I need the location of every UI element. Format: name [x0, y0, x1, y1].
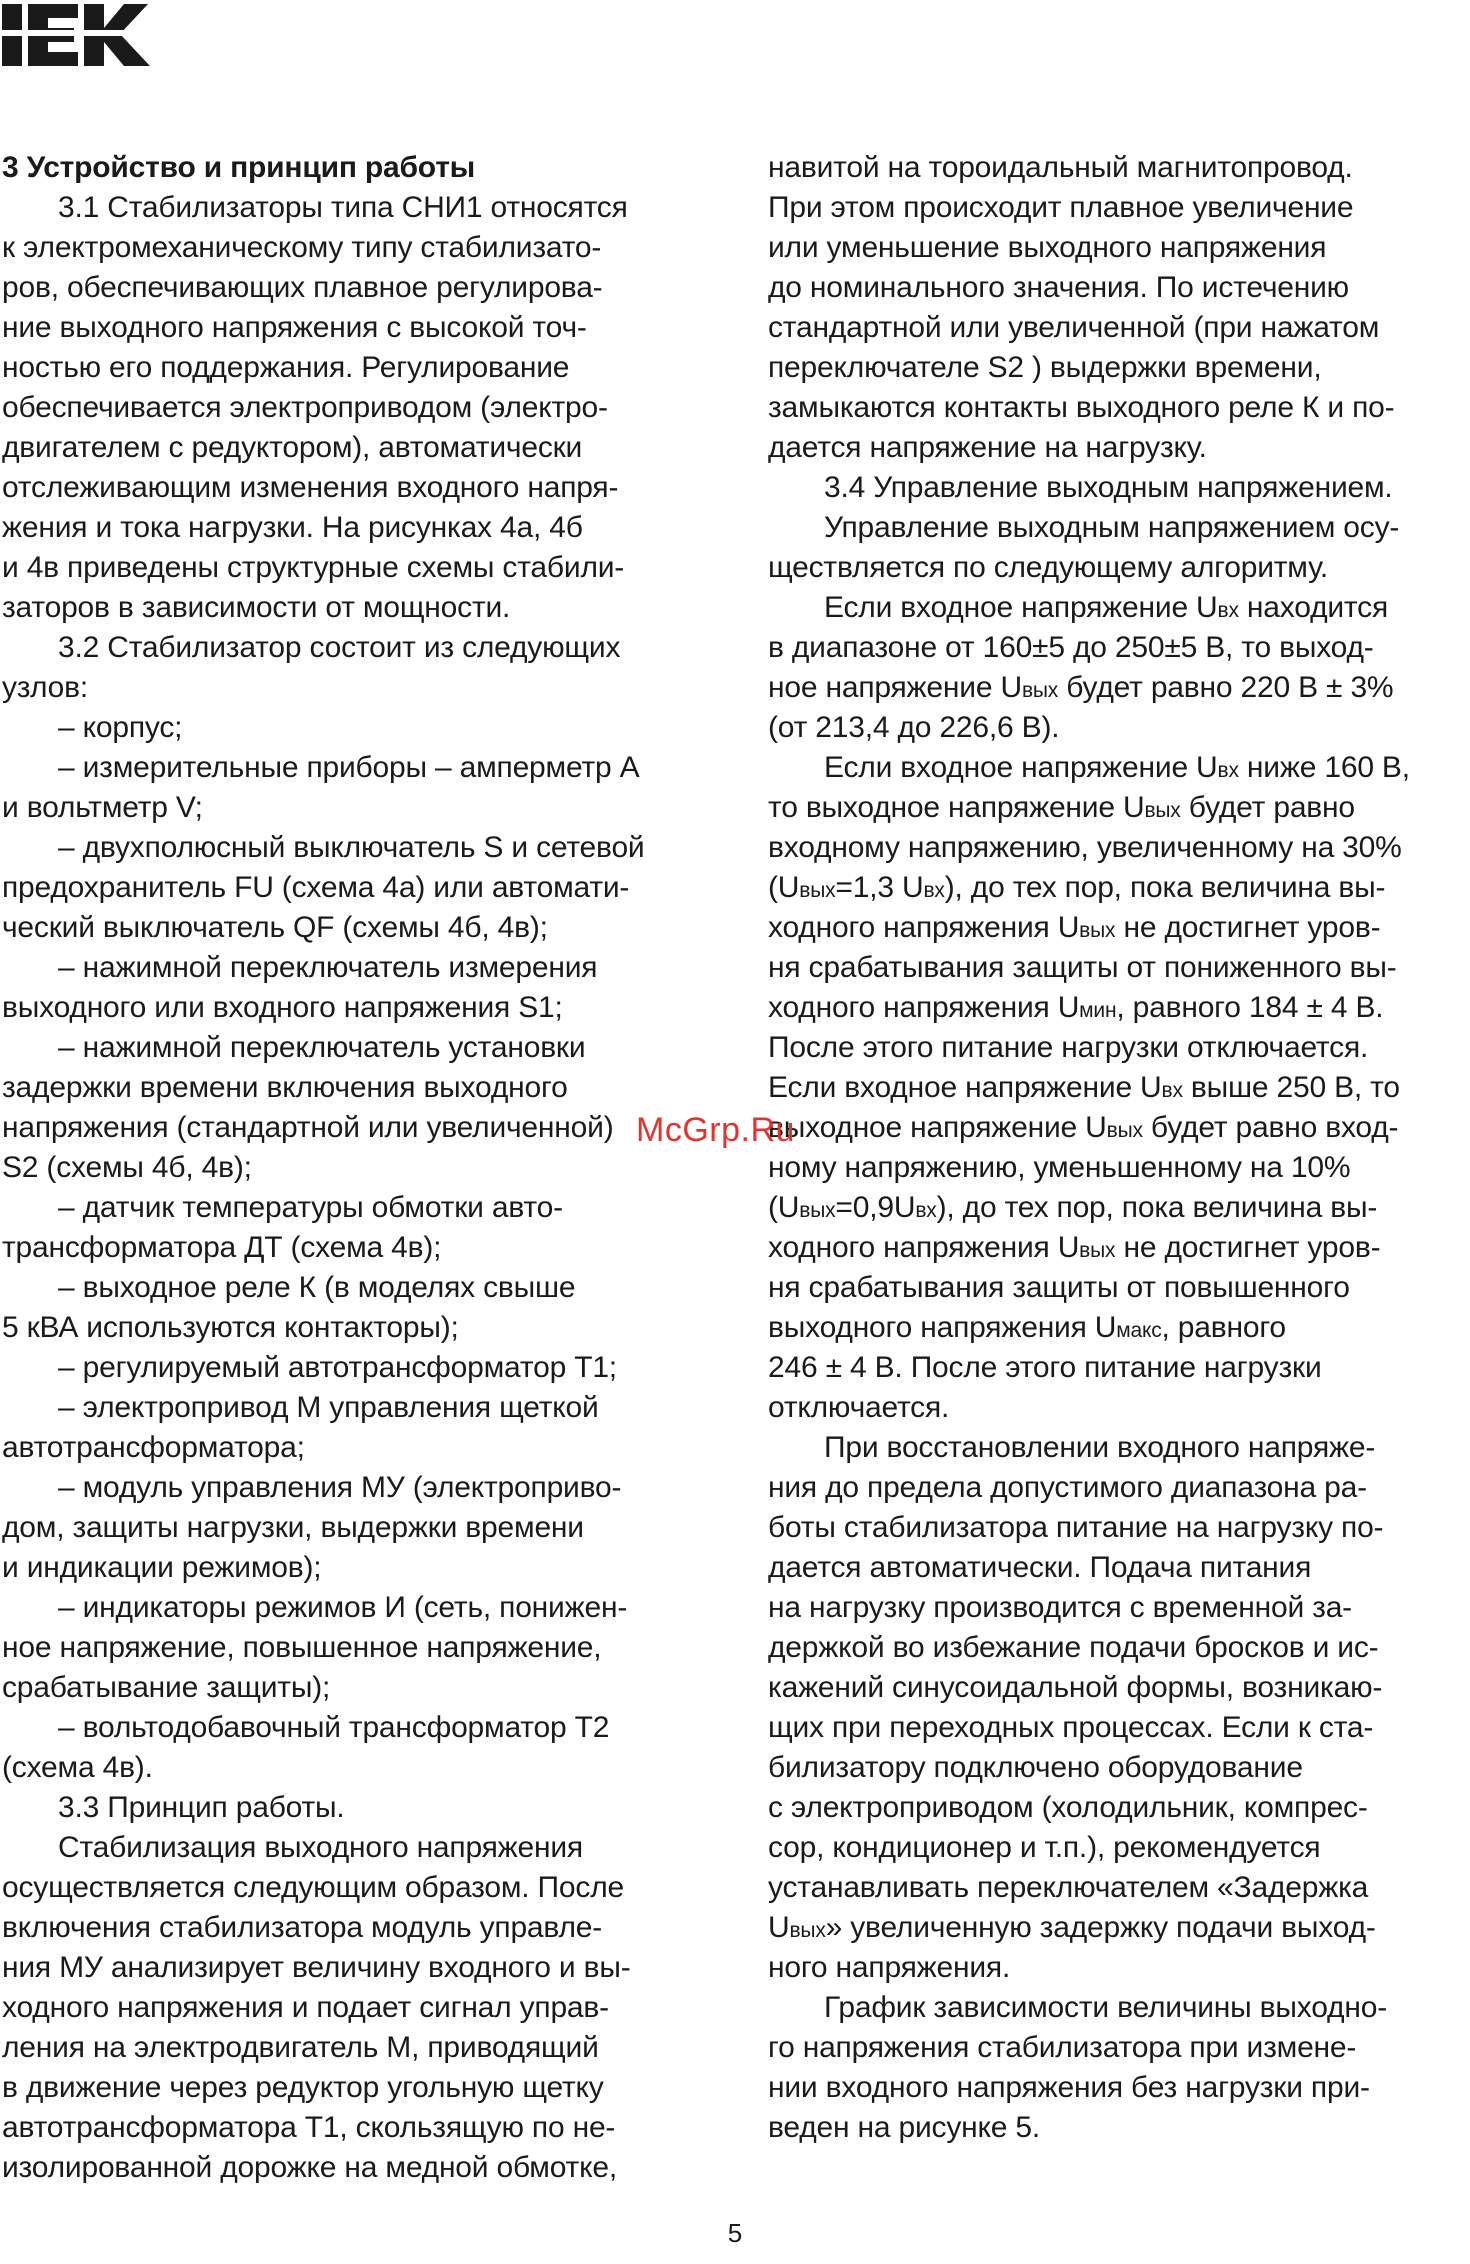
text-fragment: ного напряжения. — [768, 1951, 1011, 1984]
text-fragment: ществляется по следующему алгоритму. — [768, 551, 1329, 584]
text-line — [768, 1268, 1468, 1308]
text-line: (схема 4в). — [2, 1751, 153, 1784]
text-line — [768, 388, 1468, 428]
text-fragment: устанавливать переключателем «Задержка — [768, 1871, 1369, 1904]
right-column — [768, 148, 1468, 2148]
text-line — [768, 588, 1468, 628]
text-fragment: ходного напряжения U — [768, 1231, 1080, 1264]
text-fragment: держкой во избежание подачи бросков и ис- — [768, 1631, 1379, 1664]
text-fragment: то выходное напряжение U — [768, 791, 1145, 824]
text-line: – регулируемый автотрансформатор Т1; — [58, 1351, 617, 1384]
text-line — [768, 1308, 1468, 1348]
text-line — [768, 1748, 1468, 1788]
text-fragment: боты стабилизатора питание на нагрузку по- — [768, 1511, 1384, 1544]
text-line: – нажимной переключатель измерения — [58, 951, 598, 984]
text-line — [768, 868, 1468, 908]
text-line — [768, 908, 1468, 948]
text-fragment: выше 250 В, то — [1182, 1071, 1400, 1104]
text-line: ния МУ анализирует величину входного и вы- — [2, 1951, 631, 1984]
text-line: – датчик температуры обмотки авто- — [58, 1191, 563, 1224]
text-fragment: ня срабатывания защиты от повышенного — [768, 1271, 1350, 1304]
text-fragment: 246 ± 4 В. После этого питание нагрузки — [768, 1351, 1322, 1384]
text-line — [768, 428, 1468, 468]
text-line: предохранитель FU (схема 4а) или автомати- — [2, 871, 630, 904]
text-line: и вольтметр V; — [2, 791, 203, 824]
text-fragment: выходного напряжения U — [768, 1311, 1117, 1344]
text-line — [768, 308, 1468, 348]
text-line: ностью его поддержания. Регулирование — [2, 351, 570, 384]
text-fragment: Если входное напряжение U — [824, 751, 1218, 784]
text-line: дом, защиты нагрузки, выдержки времени — [2, 1511, 584, 1544]
iek-logo — [2, 0, 150, 70]
text-line: задержки времени включения выходного — [2, 1071, 568, 1104]
text-line — [768, 1188, 1468, 1228]
text-fragment: ), до тех пор, пока величина вы- — [936, 1191, 1378, 1224]
text-fragment: U — [768, 1911, 790, 1944]
text-fragment: навитой на тороидальный магнитопровод. — [768, 151, 1353, 184]
text-fragment: =0,9U — [835, 1191, 916, 1224]
text-line — [768, 1508, 1468, 1548]
text-line — [768, 668, 1468, 708]
text-fragment: нии входного напряжения без нагрузки при- — [768, 2071, 1370, 2104]
page-number: 5 — [727, 2218, 743, 2248]
text-line: Стабилизация выходного напряжения — [58, 1831, 583, 1864]
text-line: – измерительные приборы – амперметр А — [58, 751, 640, 784]
text-line — [768, 1908, 1468, 1948]
text-line: 3.1 Стабилизаторы типа СНИ1 относятся — [58, 191, 628, 224]
section-heading: 3 Устройство и принцип работы — [2, 151, 476, 184]
text-fragment: с электроприводом (холодильник, компрес- — [768, 1791, 1368, 1824]
text-fragment: При восстановлении входного напряже- — [824, 1431, 1376, 1464]
text-line — [768, 1068, 1468, 1108]
text-fragment: Управление выходным напряжением осу- — [824, 511, 1400, 544]
text-fragment: будет равно 220 В ± 3% — [1058, 671, 1394, 704]
text-fragment: ниже 160 В, — [1238, 751, 1410, 784]
text-fragment: стандартной или увеличенной (при нажатом — [768, 311, 1380, 344]
text-line — [768, 1388, 1468, 1428]
text-line — [768, 348, 1468, 388]
text-line: и 4в приведены структурные схемы стабили- — [2, 551, 625, 584]
text-line: – корпус; — [58, 711, 183, 744]
text-fragment: в диапазоне от 160±5 до 250±5 В, то выход- — [768, 631, 1374, 664]
text-line: трансформатора ДТ (схема 4в); — [2, 1231, 442, 1264]
text-fragment: переключателе S2 ) выдержки времени, — [768, 351, 1322, 384]
text-line — [768, 1708, 1468, 1748]
text-fragment: ния до предела допустимого диапазона ра- — [768, 1471, 1367, 1504]
text-line: 3.2 Стабилизатор состоит из следующих — [58, 631, 621, 664]
text-fragment: не достигнет уров- — [1115, 1231, 1381, 1264]
text-fragment: или уменьшение выходного напряжения — [768, 231, 1327, 264]
text-fragment: ня срабатывания защиты от пониженного вы- — [768, 951, 1397, 984]
text-fragment: сор, кондиционер и т.п.), рекомендуется — [768, 1831, 1321, 1864]
text-fragment: ное напряжение U — [768, 671, 1022, 704]
text-fragment: билизатору подключено оборудование — [768, 1751, 1303, 1784]
text-line: срабатывание защиты); — [2, 1671, 331, 1704]
text-line — [768, 1588, 1468, 1628]
text-fragment: до номинального значения. По истечению — [768, 271, 1349, 304]
text-line: – модуль управления МУ (электроприво- — [58, 1471, 622, 1504]
text-line: двигателем с редуктором), автоматически — [2, 431, 583, 464]
text-line — [768, 1148, 1468, 1188]
text-line: обеспечивается электроприводом (электро- — [2, 391, 608, 424]
text-fragment: График зависимости величины выходно- — [824, 1991, 1388, 2024]
text-line: ления на электродвигатель М, приводящий — [2, 2031, 599, 2064]
subscript-text: вх — [1161, 1079, 1183, 1102]
text-line: ние выходного напряжения с высокой точ- — [2, 311, 587, 344]
text-line — [768, 1788, 1468, 1828]
text-line — [768, 188, 1468, 228]
text-line: отслеживающим изменения входного напря- — [2, 471, 619, 504]
subscript-text: вых — [789, 1919, 826, 1942]
text-fragment: го напряжения стабилизатора при измене- — [768, 2031, 1357, 2064]
text-line — [768, 988, 1468, 1028]
text-line — [768, 1348, 1468, 1388]
text-fragment: дается автоматически. Подача питания — [768, 1551, 1312, 1584]
text-line — [768, 548, 1468, 588]
watermark-text: McGrp.Ru — [636, 1111, 795, 1149]
text-line: и индикации режимов); — [2, 1551, 322, 1584]
text-line: 5 кВА используются контакторы); — [2, 1311, 459, 1344]
subscript-text: вых — [1106, 1119, 1143, 1142]
text-fragment: замыкаются контакты выходного реле К и по- — [768, 391, 1395, 424]
text-line: – выходное реле К (в моделях свыше — [58, 1271, 576, 1304]
text-line — [768, 1028, 1468, 1068]
text-line: – электропривод М управления щеткой — [58, 1391, 599, 1424]
subscript-text: мин — [1079, 999, 1117, 1022]
text-fragment: » увеличенную задержку подачи выход- — [825, 1911, 1376, 1944]
text-fragment: ходного напряжения U — [768, 991, 1080, 1024]
text-line — [768, 948, 1468, 988]
text-line: включения стабилизатора модуль управле- — [2, 1911, 603, 1944]
text-line: ров, обеспечивающих плавное регулирова- — [2, 271, 603, 304]
text-line: заторов в зависимости от мощности. — [2, 591, 511, 624]
subscript-text: вх — [1217, 759, 1239, 782]
text-line: изолированной дорожке на медной обмотке, — [2, 2151, 617, 2184]
text-line: в движение через редуктор угольную щетку — [2, 2071, 604, 2104]
text-line — [768, 1828, 1468, 1868]
text-line — [768, 628, 1468, 668]
text-line: – вольтодобавочный трансформатор Т2 — [58, 1711, 610, 1744]
text-line — [768, 2108, 1468, 2148]
text-line — [768, 1548, 1468, 1588]
text-fragment: Если входное напряжение U — [824, 591, 1218, 624]
text-line: 3.3 Принцип работы. — [58, 1791, 345, 1824]
text-line — [768, 148, 1468, 188]
text-line: осуществляется следующим образом. После — [2, 1871, 624, 1904]
text-line — [768, 228, 1468, 268]
text-fragment: (U — [768, 871, 800, 904]
subscript-text: вых — [1144, 799, 1181, 822]
text-line: – индикаторы режимов И (сеть, понижен- — [58, 1591, 628, 1624]
text-line: выходного или входного напряжения S1; — [2, 991, 563, 1024]
text-fragment: ному напряжению, уменьшенному на 10% — [768, 1151, 1351, 1184]
text-line — [768, 268, 1468, 308]
subscript-text: вых — [799, 1199, 836, 1222]
text-line — [768, 1468, 1468, 1508]
subscript-text: вых — [799, 879, 836, 902]
text-line: напряжения (стандартной или увеличенной) — [2, 1111, 614, 1144]
text-line — [768, 1948, 1468, 1988]
text-fragment: Если входное напряжение U — [768, 1071, 1162, 1104]
text-fragment: выходное напряжение U — [768, 1111, 1107, 1144]
text-fragment: будет равно вход- — [1142, 1111, 1399, 1144]
subscript-text: вх — [915, 1199, 937, 1222]
text-line: – нажимной переключатель установки — [58, 1031, 586, 1064]
text-line — [768, 1108, 1468, 1148]
text-fragment: 3.4 Управление выходным напряжением. — [824, 471, 1393, 504]
left-column — [2, 148, 702, 2188]
text-line: ходного напряжения и подает сигнал управ- — [2, 1991, 609, 2024]
text-fragment: (от 213,4 до 226,6 В). — [768, 711, 1060, 744]
text-line: жения и тока нагрузки. На рисунках 4а, 4б — [2, 511, 583, 544]
text-line — [768, 1988, 1468, 2028]
text-fragment: После этого питание нагрузки отключается. — [768, 1031, 1369, 1064]
text-fragment: отключается. — [768, 1391, 950, 1424]
text-fragment: находится — [1238, 591, 1388, 624]
subscript-text: вых — [1079, 919, 1116, 942]
text-line: S2 (схемы 4б, 4в); — [2, 1151, 252, 1184]
text-fragment: (U — [768, 1191, 800, 1224]
text-line: – двухполюсный выключатель S и сетевой — [58, 831, 645, 864]
subscript-text: вх — [1217, 599, 1239, 622]
text-fragment: на нагрузку производится с временной за- — [768, 1591, 1352, 1624]
text-line — [768, 2028, 1468, 2068]
subscript-text: вх — [923, 879, 945, 902]
text-line: ное напряжение, повышенное напряжение, — [2, 1631, 602, 1664]
text-fragment: , равного — [1161, 1311, 1286, 1344]
text-line: автотрансформатора; — [2, 1431, 305, 1464]
text-line — [768, 2068, 1468, 2108]
text-line — [768, 748, 1468, 788]
text-line — [768, 1868, 1468, 1908]
text-fragment: щих при переходных процессах. Если к ста- — [768, 1711, 1374, 1744]
text-line: узлов: — [2, 671, 89, 704]
subscript-text: вых — [1021, 679, 1059, 702]
text-fragment: , равного 184 ± 4 В. — [1116, 991, 1384, 1024]
subscript-text: вых — [1079, 1239, 1116, 1262]
text-fragment: ), до тех пор, пока величина вы- — [944, 871, 1386, 904]
text-line: к электромеханическому типу стабилизато- — [2, 231, 602, 264]
text-line: автотрансформатора Т1, скользящую по не- — [2, 2111, 616, 2144]
text-fragment: кажений синусоидальной формы, возникаю- — [768, 1671, 1383, 1704]
subscript-text: макс — [1116, 1319, 1162, 1342]
text-line — [768, 508, 1468, 548]
text-fragment: =1,3 U — [835, 871, 924, 904]
text-line — [768, 788, 1468, 828]
text-fragment: будет равно — [1180, 791, 1355, 824]
text-line — [768, 1668, 1468, 1708]
text-fragment: не достигнет уров- — [1115, 911, 1381, 944]
text-line — [768, 468, 1468, 508]
text-line — [768, 828, 1468, 868]
text-fragment: дается напряжение на нагрузку. — [768, 431, 1207, 464]
text-line — [768, 1428, 1468, 1468]
text-fragment: ходного напряжения U — [768, 911, 1080, 944]
text-fragment: При этом происходит плавное увеличение — [768, 191, 1354, 224]
text-line — [768, 1228, 1468, 1268]
text-fragment: веден на рисунке 5. — [768, 2111, 1041, 2144]
text-fragment: входному напряжению, увеличенному на 30% — [768, 831, 1402, 864]
text-line — [768, 708, 1468, 748]
text-line: ческий выключатель QF (схемы 4б, 4в); — [2, 911, 548, 944]
text-line — [768, 1628, 1468, 1668]
